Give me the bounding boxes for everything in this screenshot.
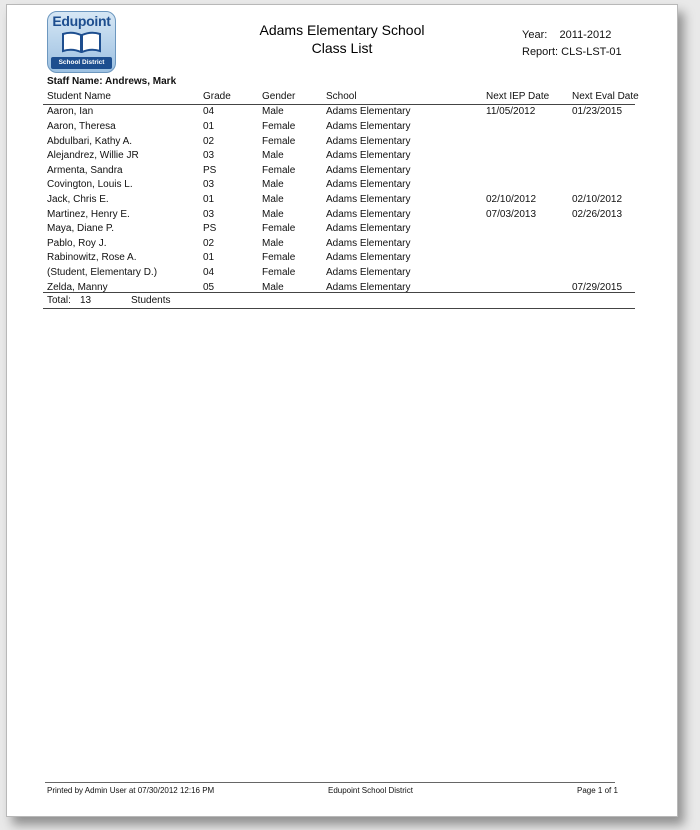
table-cell: Female bbox=[262, 164, 296, 176]
table-cell: Adams Elementary bbox=[326, 223, 411, 235]
table-row bbox=[43, 236, 635, 251]
table-cell: 03 bbox=[203, 208, 215, 220]
report-title: Class List bbox=[311, 40, 373, 56]
table-cell: Female bbox=[262, 266, 296, 278]
table-cell: Alejandrez, Willie JR bbox=[47, 150, 139, 162]
staff-label: Staff Name: bbox=[47, 76, 103, 87]
table-cell: Rabinowitz, Rose A. bbox=[47, 252, 137, 264]
table-cell: Adams Elementary bbox=[326, 106, 411, 118]
column-header: Next IEP Date bbox=[486, 91, 550, 102]
table-cell: Maya, Diane P. bbox=[47, 223, 115, 235]
table-cell: Male bbox=[262, 208, 284, 220]
table-row bbox=[43, 134, 635, 149]
page-footer bbox=[45, 782, 618, 797]
table-cell: 02/10/2012 bbox=[486, 193, 537, 205]
logo-subtitle: School District bbox=[51, 57, 112, 69]
column-header: Grade bbox=[203, 91, 231, 102]
table-cell: PS bbox=[203, 164, 217, 176]
table-cell: Female bbox=[262, 223, 296, 235]
table-row bbox=[43, 221, 635, 236]
column-header: Gender bbox=[262, 91, 296, 102]
report-code-info bbox=[522, 46, 622, 58]
school-title: Adams Elementary School bbox=[259, 22, 425, 38]
table-row bbox=[43, 265, 635, 280]
table-cell: 07/29/2015 bbox=[572, 281, 623, 293]
table-cell: 01 bbox=[203, 120, 215, 132]
table-cell: Male bbox=[262, 281, 284, 293]
table-cell: Adams Elementary bbox=[326, 150, 411, 162]
table-header bbox=[43, 89, 639, 105]
table-cell: Male bbox=[262, 106, 284, 118]
table-row bbox=[43, 148, 635, 163]
table-cell: 03 bbox=[203, 179, 215, 191]
table-cell: Adams Elementary bbox=[326, 252, 411, 264]
logo-brand-text: Edupoint bbox=[52, 13, 111, 29]
table-cell: Male bbox=[262, 237, 284, 249]
report-code: CLS-LST-01 bbox=[561, 46, 622, 58]
table-cell: Jack, Chris E. bbox=[47, 193, 109, 205]
column-header: Student Name bbox=[47, 91, 111, 102]
report-label: Report: bbox=[522, 46, 559, 58]
table-cell: 01 bbox=[203, 193, 215, 205]
table-cell: 07/03/2013 bbox=[486, 208, 537, 220]
table-cell: Adams Elementary bbox=[326, 208, 411, 220]
year-info bbox=[522, 29, 611, 41]
table-cell: Covington, Louis L. bbox=[47, 179, 133, 191]
column-header: Next Eval Date bbox=[572, 91, 639, 102]
table-cell: 04 bbox=[203, 266, 215, 278]
table-cell: 01/23/2015 bbox=[572, 106, 623, 118]
table-cell: 04 bbox=[203, 106, 215, 118]
table-row bbox=[43, 119, 635, 134]
table-cell: Female bbox=[262, 252, 296, 264]
staff-name bbox=[47, 76, 176, 87]
table-cell: Adams Elementary bbox=[326, 179, 411, 191]
total-label: Total: bbox=[47, 295, 71, 306]
table-cell: Female bbox=[262, 135, 296, 147]
table-cell: PS bbox=[203, 223, 217, 235]
table-cell: Aaron, Ian bbox=[47, 106, 94, 118]
total-count: 13 bbox=[80, 295, 92, 306]
table-row bbox=[43, 177, 635, 192]
table-cell: Adams Elementary bbox=[326, 266, 411, 278]
table-row bbox=[43, 192, 635, 207]
year-label: Year: bbox=[522, 29, 548, 41]
year-value: 2011-2012 bbox=[559, 29, 612, 41]
table-cell: Female bbox=[262, 120, 296, 132]
table-row bbox=[43, 163, 635, 178]
table-cell: 02/26/2013 bbox=[572, 208, 623, 220]
total-row bbox=[43, 292, 635, 309]
total-unit: Students bbox=[131, 295, 171, 306]
page-number: Page 1 of 1 bbox=[577, 786, 618, 795]
table-cell: Aaron, Theresa bbox=[47, 120, 116, 132]
table-cell: Male bbox=[262, 150, 284, 162]
table-cell: 02/10/2012 bbox=[572, 193, 623, 205]
district-name: Edupoint School District bbox=[328, 786, 413, 795]
table-cell: 03 bbox=[203, 150, 215, 162]
table-cell: 01 bbox=[203, 252, 215, 264]
table-cell: Male bbox=[262, 179, 284, 191]
table-row bbox=[43, 104, 635, 119]
table-cell: 11/05/2012 bbox=[486, 106, 536, 118]
table-cell: Adams Elementary bbox=[326, 164, 411, 176]
table-cell: Adams Elementary bbox=[326, 281, 411, 293]
column-header: School bbox=[326, 91, 357, 102]
table-cell: Adams Elementary bbox=[326, 237, 411, 249]
report-page bbox=[6, 4, 678, 817]
table-cell: (Student, Elementary D.) bbox=[47, 266, 158, 278]
table-cell: Adams Elementary bbox=[326, 120, 411, 132]
table-cell: 02 bbox=[203, 135, 215, 147]
table-cell: Adams Elementary bbox=[326, 193, 411, 205]
printed-by-text: Printed by Admin User at 07/30/2012 12:16 PM bbox=[47, 786, 215, 795]
table-cell: 05 bbox=[203, 281, 215, 293]
table-cell: Martinez, Henry E. bbox=[47, 208, 130, 220]
table-cell: Armenta, Sandra bbox=[47, 164, 123, 176]
table-cell: Pablo, Roy J. bbox=[47, 237, 107, 249]
staff-value: Andrews, Mark bbox=[105, 76, 177, 87]
table-cell: Zelda, Manny bbox=[47, 281, 108, 293]
table-cell: Abdulbari, Kathy A. bbox=[47, 135, 133, 147]
table-row bbox=[43, 250, 635, 265]
table-row bbox=[43, 207, 635, 222]
table-cell: 02 bbox=[203, 237, 215, 249]
table-cell: Male bbox=[262, 193, 284, 205]
table-cell: Adams Elementary bbox=[326, 135, 411, 147]
